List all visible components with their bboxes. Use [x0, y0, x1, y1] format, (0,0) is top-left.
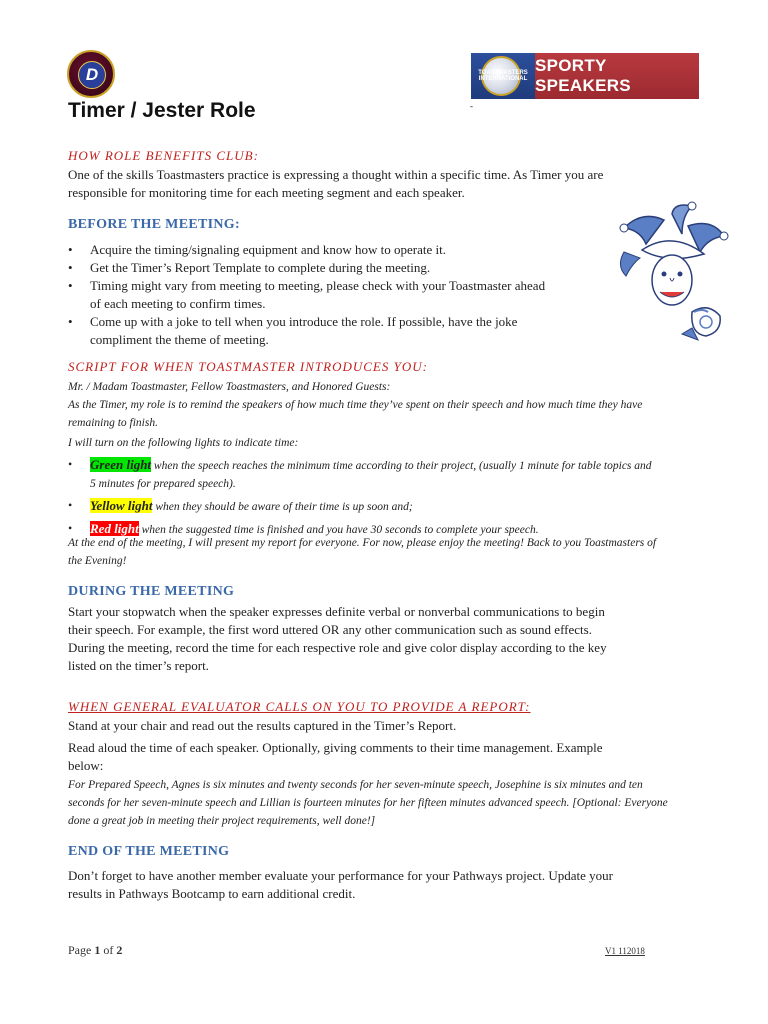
report-example: For Prepared Speech, Agnes is six minutes and twenty seconds for her seven-minute speech, Josephine is six minutes and ten seconds for her seven-minute speech and Lillian is fourteen minutes for her fifteen minutes advanced speech. [Optional: Everyone done a great job in meeting their project requirements, well done!]: [68, 779, 668, 827]
list-item: • Acquire the timing/signaling equipment and know how to operate it.: [68, 241, 608, 259]
district-logo: [67, 50, 115, 98]
script-closing: At the end of the meeting, I will present my report for everyone. For now, please enjoy the meeting! Back to you Toastmasters of the Evening!: [68, 537, 657, 567]
list-item: • Yellow light when they should be aware of their time is up soon and;: [68, 497, 718, 516]
list-item: • Timing might vary from meeting to meeting, please check with your Toastmaster ahead of each meeting to confirm times.: [68, 277, 608, 313]
lights-list: [68, 456, 718, 539]
list-item: • Green light when the speech reaches the minimum time according to their project, (usually 1 minute for table topics and 5 minutes for prepared speech).: [68, 456, 718, 493]
benefits-text: [68, 166, 708, 202]
list-item: • Come up with a joke to tell when you introduce the role. If possible, have the joke compliment the theme of meeting.: [68, 313, 608, 349]
yellow-light-label: Yellow light: [90, 498, 153, 513]
end-heading: END OF THE MEETING: [68, 844, 230, 859]
jester-illustration: [612, 200, 732, 350]
script-lights-intro: I will turn on the following lights to indicate time:: [68, 437, 299, 449]
list-item: • Red light when the suggested time is finished and you have 30 seconds to complete your speech.: [68, 520, 718, 539]
report-line2: Read aloud the time of each speaker. Optionally, giving comments to their time management. Example below:: [68, 740, 603, 773]
version-label: V1 112018: [605, 946, 645, 956]
green-light-label: Green light: [90, 457, 152, 472]
list-item: • Get the Timer’s Report Template to complete during the meeting.: [68, 259, 608, 277]
before-heading: BEFORE THE MEETING:: [68, 217, 240, 232]
script-role: As the Timer, my role is to remind the speakers of how much time they’ve spent on their speech and how much time they have remaining to finish.: [68, 399, 643, 429]
benefits-line: responsible for monitoring time for each meeting segment and each speaker.: [68, 185, 465, 200]
end-text: Don’t forget to have another member evaluate your performance for your Pathways project. Update your results in Pathways Bootcamp to earn additional credit.: [68, 868, 613, 901]
district-logo-letter: D: [78, 61, 106, 89]
benefits-heading: HOW ROLE BENEFITS CLUB:: [68, 148, 259, 163]
club-banner-logo: [471, 53, 699, 99]
report-heading: WHEN GENERAL EVALUATOR CALLS ON YOU TO PROVIDE A REPORT:: [68, 699, 531, 714]
page-title: Timer / Jester Role: [68, 99, 256, 122]
banner-dot: -: [470, 101, 473, 111]
page-number: Page 1 of 2: [68, 943, 123, 957]
banner-toastmasters-text: TOASTMASTERS INTERNATIONAL: [478, 70, 528, 82]
banner-club-name: SPORTY SPEAKERS: [535, 53, 699, 99]
during-heading: DURING THE MEETING: [68, 584, 235, 599]
script-heading: SCRIPT FOR WHEN TOASTMASTER INTRODUCES YOU:: [68, 359, 428, 374]
benefits-line: One of the skills Toastmasters practice is expressing a thought within a specific time. As Timer you are: [68, 167, 604, 182]
red-light-label: Red light: [90, 521, 139, 536]
report-line1: Stand at your chair and read out the results captured in the Timer’s Report.: [68, 718, 457, 733]
during-text: Start your stopwatch when the speaker expresses definite verbal or nonverbal communications to begin their speech. For example, the first word uttered OR any other communication such as sound effects. During the meeting, record the time for each respective role and give color display according to the key listed on the timer’s report.: [68, 604, 607, 673]
before-list: [68, 241, 608, 349]
script-greeting: Mr. / Madam Toastmaster, Fellow Toastmasters, and Honored Guests:: [68, 381, 391, 393]
